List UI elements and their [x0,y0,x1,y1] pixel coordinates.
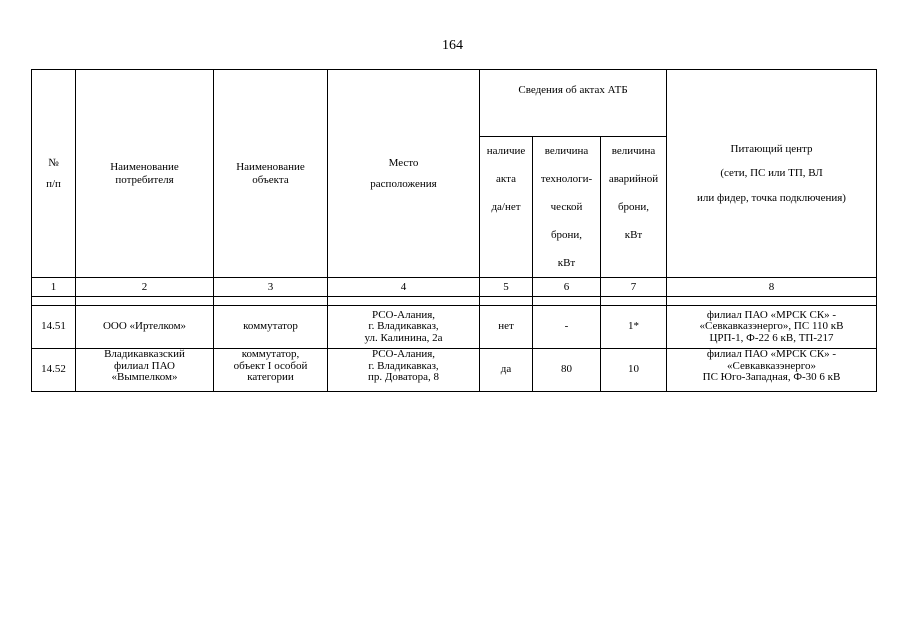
column-number: 7 [601,278,667,297]
row-act-present: да [480,349,533,392]
spacer-cell [214,297,328,306]
header-tech-reserve: величина технологи- ческой брони, кВт [533,137,601,278]
row-emergency-reserve: 10 [601,349,667,392]
row-tech-reserve: 80 [533,349,601,392]
row-power-center: филиал ПАО «МРСК СК» - «Севкавказэнерго» ПС Юго-Западная, Ф-30 6 кВ [667,349,877,392]
row-consumer: ООО «Иртелком» [76,306,214,349]
column-number: 6 [533,278,601,297]
page-number: 164 [442,38,463,53]
header-location: Место расположения [328,70,480,278]
column-number: 1 [32,278,76,297]
spacer-cell [667,297,877,306]
column-number: 3 [214,278,328,297]
row-num: 14.51 [32,306,76,349]
column-number: 8 [667,278,877,297]
header-emergency-reserve: величина аварийной брони, кВт [601,137,667,278]
header-num: № п/п [32,70,76,278]
row-location: РСО-Алания, г. Владикавказ, пр. Доватора, 8 [328,349,480,392]
row-tech-reserve: - [533,306,601,349]
consumer-table [31,69,877,392]
header-consumer: Наименование потребителя [76,70,214,278]
column-number: 5 [480,278,533,297]
row-emergency-reserve: 1* [601,306,667,349]
header-object: Наименование объекта [214,70,328,278]
spacer-cell [328,297,480,306]
row-object: коммутатор [214,306,328,349]
spacer-row [32,297,877,306]
spacer-cell [533,297,601,306]
header-power-center: Питающий центр (сети, ПС или ТП, ВЛ или фидер, точка подключения) [667,70,877,278]
header-act-present: наличие акта да/нет [480,137,533,278]
row-act-present: нет [480,306,533,349]
column-number: 2 [76,278,214,297]
column-number: 4 [328,278,480,297]
row-consumer: Владикавказский филиал ПАО «Вымпелком» [76,349,214,392]
spacer-cell [480,297,533,306]
column-numbers-row [32,278,877,297]
spacer-cell [601,297,667,306]
spacer-cell [32,297,76,306]
table-row [32,349,877,392]
row-location: РСО-Алания, г. Владикавказ, ул. Калинина, 2а [328,306,480,349]
header-acts-group: Сведения об актах АТБ [480,70,667,137]
header-row-top [32,70,877,137]
table-row [32,306,877,349]
row-num: 14.52 [32,349,76,392]
row-object: коммутатор, объект I особой категории [214,349,328,392]
row-power-center: филиал ПАО «МРСК СК» - «Севкавказэнерго», ПС 110 кВ ЦРП-1, Ф-22 6 кВ, ТП-217 [667,306,877,349]
spacer-cell [76,297,214,306]
